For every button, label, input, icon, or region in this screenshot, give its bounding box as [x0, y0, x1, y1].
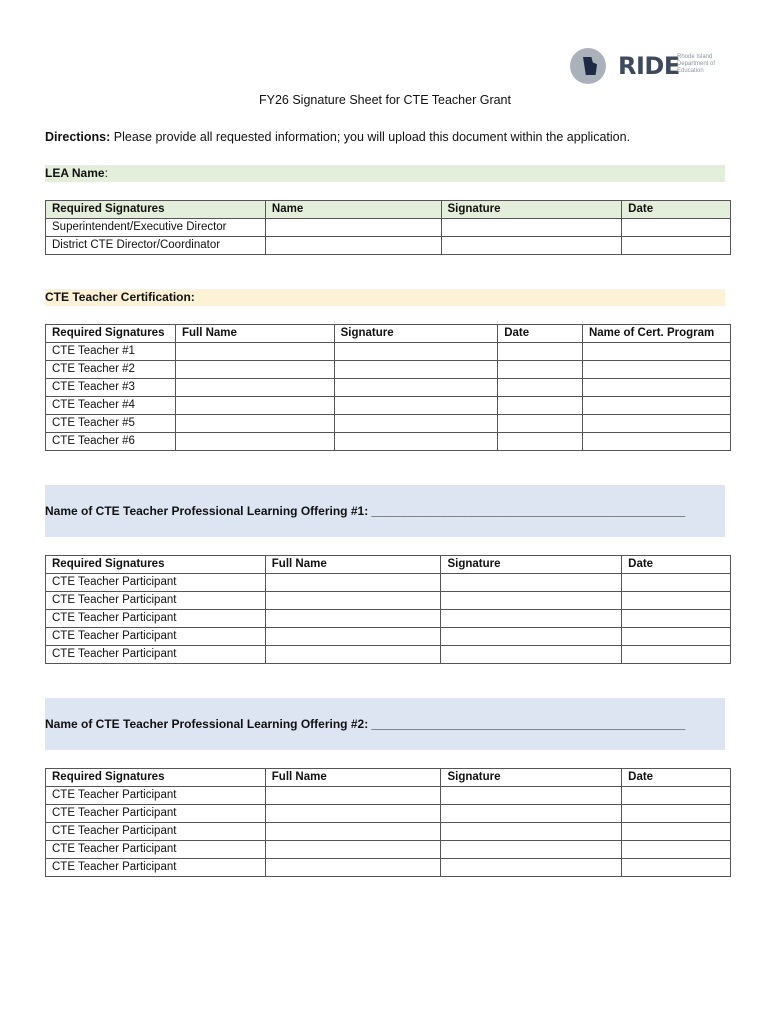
- entry-cell[interactable]: [265, 592, 441, 610]
- header-row: [46, 556, 731, 574]
- entry-cell[interactable]: [498, 415, 583, 433]
- lea-name-colon: :: [104, 166, 108, 180]
- role-cell: CTE Teacher Participant: [46, 805, 266, 823]
- entry-cell[interactable]: [498, 343, 583, 361]
- role-cell: CTE Teacher #5: [46, 415, 176, 433]
- entry-cell[interactable]: [441, 787, 622, 805]
- table-row: [46, 628, 731, 646]
- table-row: [46, 361, 731, 379]
- header-row: [46, 325, 731, 343]
- table-row: [46, 841, 731, 859]
- entry-cell[interactable]: [441, 592, 622, 610]
- entry-cell[interactable]: [582, 433, 730, 451]
- entry-cell[interactable]: [265, 787, 441, 805]
- role-cell: CTE Teacher #2: [46, 361, 176, 379]
- entry-cell[interactable]: [265, 574, 441, 592]
- entry-cell[interactable]: [175, 433, 334, 451]
- table-row: [46, 219, 731, 237]
- offering-2-band: [45, 698, 725, 750]
- directions: [45, 130, 630, 144]
- entry-cell[interactable]: [334, 415, 498, 433]
- column-header: Signature: [441, 201, 622, 219]
- role-cell: CTE Teacher Participant: [46, 841, 266, 859]
- table-row: [46, 397, 731, 415]
- entry-cell[interactable]: [582, 343, 730, 361]
- role-cell: CTE Teacher Participant: [46, 823, 266, 841]
- entry-cell[interactable]: [265, 628, 441, 646]
- entry-cell[interactable]: [498, 379, 583, 397]
- table-row: [46, 805, 731, 823]
- entry-cell[interactable]: [622, 646, 731, 664]
- role-cell: CTE Teacher Participant: [46, 574, 266, 592]
- column-header: Full Name: [265, 556, 441, 574]
- offering-2-label: Name of CTE Teacher Professional Learning Offering #2: _______________________________________________: [45, 717, 686, 731]
- entry-cell[interactable]: [441, 805, 622, 823]
- entry-cell[interactable]: [265, 610, 441, 628]
- entry-cell[interactable]: [265, 219, 441, 237]
- entry-cell[interactable]: [175, 415, 334, 433]
- logo-subtitle: Rhode Island Department of Education: [677, 54, 716, 74]
- offering-1-band: [45, 485, 725, 537]
- role-cell: CTE Teacher #6: [46, 433, 176, 451]
- table-row: [46, 859, 731, 877]
- entry-cell[interactable]: [441, 859, 622, 877]
- entry-cell[interactable]: [441, 841, 622, 859]
- entry-cell[interactable]: [175, 343, 334, 361]
- entry-cell[interactable]: [622, 628, 731, 646]
- ride-logo: [567, 48, 727, 90]
- entry-cell[interactable]: [265, 841, 441, 859]
- role-cell: CTE Teacher Participant: [46, 646, 266, 664]
- entry-cell[interactable]: [334, 379, 498, 397]
- entry-cell[interactable]: [175, 397, 334, 415]
- cert-band: [45, 289, 725, 306]
- table-row: [46, 646, 731, 664]
- column-header: Signature: [441, 769, 622, 787]
- column-header: Name of Cert. Program: [582, 325, 730, 343]
- offering-1-label: Name of CTE Teacher Professional Learning Offering #1: _______________________________________________: [45, 504, 686, 518]
- role-cell: CTE Teacher #1: [46, 343, 176, 361]
- entry-cell[interactable]: [622, 592, 731, 610]
- entry-cell[interactable]: [622, 823, 731, 841]
- lea-name-band: [45, 165, 725, 182]
- offering-2-signature-table: [45, 768, 731, 877]
- entry-cell[interactable]: [175, 379, 334, 397]
- table-row: [46, 343, 731, 361]
- lea-name-label: LEA Name: [45, 166, 105, 180]
- entry-cell[interactable]: [622, 859, 731, 877]
- logo-name: RIDE: [618, 52, 680, 80]
- entry-cell[interactable]: [441, 237, 622, 255]
- table-row: [46, 415, 731, 433]
- column-header: Name: [265, 201, 441, 219]
- page-title: FY26 Signature Sheet for CTE Teacher Grant: [259, 93, 511, 107]
- table-row: [46, 574, 731, 592]
- role-cell: District CTE Director/Coordinator: [46, 237, 266, 255]
- entry-cell[interactable]: [175, 361, 334, 379]
- entry-cell[interactable]: [265, 237, 441, 255]
- entry-cell[interactable]: [441, 823, 622, 841]
- table-row: [46, 787, 731, 805]
- role-cell: CTE Teacher Participant: [46, 859, 266, 877]
- entry-cell[interactable]: [622, 574, 731, 592]
- role-cell: CTE Teacher Participant: [46, 628, 266, 646]
- entry-cell[interactable]: [441, 628, 622, 646]
- table-row: [46, 433, 731, 451]
- table-row: [46, 823, 731, 841]
- entry-cell[interactable]: [622, 805, 731, 823]
- column-header: Date: [622, 556, 731, 574]
- column-header: Required Signatures: [46, 201, 266, 219]
- entry-cell[interactable]: [498, 397, 583, 415]
- entry-cell[interactable]: [334, 361, 498, 379]
- cert-label: CTE Teacher Certification:: [45, 290, 195, 304]
- entry-cell[interactable]: [582, 415, 730, 433]
- entry-cell[interactable]: [265, 805, 441, 823]
- header-row: [46, 201, 731, 219]
- entry-cell[interactable]: [265, 823, 441, 841]
- entry-cell[interactable]: [622, 841, 731, 859]
- table-row: [46, 610, 731, 628]
- entry-cell[interactable]: [582, 397, 730, 415]
- table-row: [46, 592, 731, 610]
- directions-text: Please provide all requested information; you will upload this document within the application.: [110, 130, 631, 144]
- entry-cell[interactable]: [441, 646, 622, 664]
- column-header: Full Name: [175, 325, 334, 343]
- entry-cell[interactable]: [622, 237, 731, 255]
- teacher-certification-table: [45, 324, 731, 451]
- column-header: Date: [498, 325, 583, 343]
- column-header: Signature: [334, 325, 498, 343]
- role-cell: CTE Teacher #3: [46, 379, 176, 397]
- role-cell: CTE Teacher Participant: [46, 610, 266, 628]
- entry-cell[interactable]: [334, 433, 498, 451]
- column-header: Required Signatures: [46, 325, 176, 343]
- rhode-island-seal-icon: [570, 48, 606, 84]
- table-row: [46, 379, 731, 397]
- role-cell: CTE Teacher Participant: [46, 787, 266, 805]
- entry-cell[interactable]: [441, 219, 622, 237]
- offering-1-signature-table: [45, 555, 731, 664]
- role-cell: CTE Teacher Participant: [46, 592, 266, 610]
- role-cell: CTE Teacher #4: [46, 397, 176, 415]
- entry-cell[interactable]: [622, 787, 731, 805]
- entry-cell[interactable]: [265, 646, 441, 664]
- directions-label: Directions:: [45, 130, 111, 144]
- entry-cell[interactable]: [441, 610, 622, 628]
- entry-cell[interactable]: [498, 433, 583, 451]
- entry-cell[interactable]: [622, 610, 731, 628]
- column-header: Signature: [441, 556, 622, 574]
- column-header: Date: [622, 201, 731, 219]
- entry-cell[interactable]: [265, 859, 441, 877]
- entry-cell[interactable]: [622, 219, 731, 237]
- leadership-signature-table: [45, 200, 731, 255]
- column-header: Full Name: [265, 769, 441, 787]
- entry-cell[interactable]: [334, 343, 498, 361]
- entry-cell[interactable]: [334, 397, 498, 415]
- entry-cell[interactable]: [582, 379, 730, 397]
- column-header: Date: [622, 769, 731, 787]
- entry-cell[interactable]: [498, 361, 583, 379]
- entry-cell[interactable]: [441, 574, 622, 592]
- table-row: [46, 237, 731, 255]
- header-row: [46, 769, 731, 787]
- entry-cell[interactable]: [582, 361, 730, 379]
- role-cell: Superintendent/Executive Director: [46, 219, 266, 237]
- column-header: Required Signatures: [46, 556, 266, 574]
- column-header: Required Signatures: [46, 769, 266, 787]
